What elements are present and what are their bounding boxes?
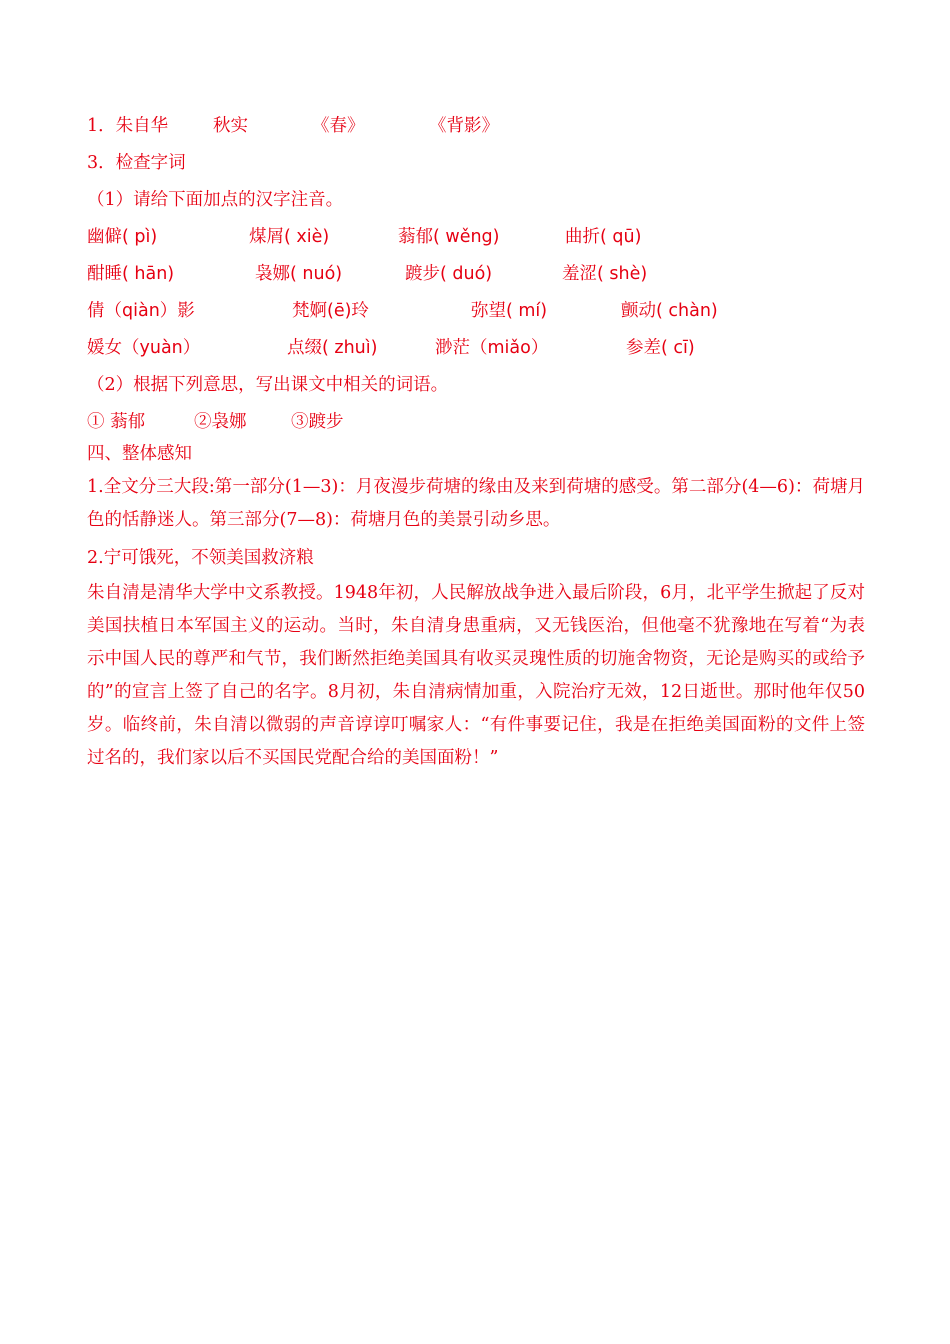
pinyin-item: 羞涩( shè) [562, 264, 648, 284]
pinyin-item: 煤屑( xiè) [249, 227, 330, 247]
question2-title: （2）根据下列意思，写出课文中相关的词语。 [87, 375, 449, 395]
overall-story-title: 2.宁可饿死，不领美国救济粮 [87, 548, 314, 568]
word-answer: ① 蓊郁 [87, 412, 146, 432]
word-answer: ③踱步 [291, 412, 344, 432]
pinyin-item: 蓊郁( wěng) [398, 227, 500, 247]
pinyin-item: 酣睡( hān) [87, 264, 175, 284]
pinyin-item: 袅娜( nuó) [255, 264, 343, 284]
pinyin-item: 踱步( duó) [405, 264, 493, 284]
pinyin-item: 倩（qiàn）影 [87, 301, 195, 321]
author-answer: 秋实 [213, 116, 248, 136]
pinyin-item: 曲折( qū) [565, 227, 642, 247]
pinyin-item: 参差( cī) [626, 338, 695, 358]
section3-title: 3．检查字词 [87, 153, 186, 173]
story-paragraph: 朱自清是清华大学中文系教授。1948年初，人民解放战争进入最后阶段，6月，北平学生掀起了反对美国扶植日本军国主义的运动。当时，朱自清身患重病，又无钱医治，但他毫不犹豫地在写着“为表示中国人民的尊严和气节，我们断然拒绝美国具有收买灵瑰性质的切施舍物资，无论是购买的或给予的”的宣言上签了自己的名字。8月初，朱自清病情加重，入院治疗无效，12日逝世。那时他年仅50岁。临终前，朱自清以微弱的声音谆谆叮嘱家人：“有件事要记住，我是在拒绝美国面粉的文件上签过名的，我们家以后不买国民党配合给的美国面粉！” [87, 583, 865, 768]
word-answer: ②袅娜 [194, 412, 247, 432]
question1-title: （1）请给下面加点的汉字注音。 [87, 190, 344, 210]
section4-title: 四、整体感知 [87, 444, 192, 464]
pinyin-item: 颤动( chàn) [621, 301, 718, 321]
author-answer: 1．朱自华 [87, 116, 169, 136]
work-answer: 《春》 [312, 116, 365, 136]
pinyin-item: 弥望( mí) [471, 301, 548, 321]
pinyin-item: 梵婀(ē)玲 [292, 301, 369, 321]
pinyin-item: 媛女（yuàn） [87, 338, 201, 358]
pinyin-item: 渺茫（miǎo） [435, 338, 549, 358]
pinyin-item: 点缀( zhuì) [287, 338, 378, 358]
work-answer: 《背影》 [429, 116, 499, 136]
pinyin-item: 幽僻( pì) [87, 227, 158, 247]
overall-structure-answer: 1.全文分三大段:第一部分(1—3)：月夜漫步荷塘的缘由及来到荷塘的感受。第二部分(4—6)：荷塘月色的恬静迷人。第三部分(7—8)：荷塘月色的美景引动乡思。 [87, 477, 865, 530]
